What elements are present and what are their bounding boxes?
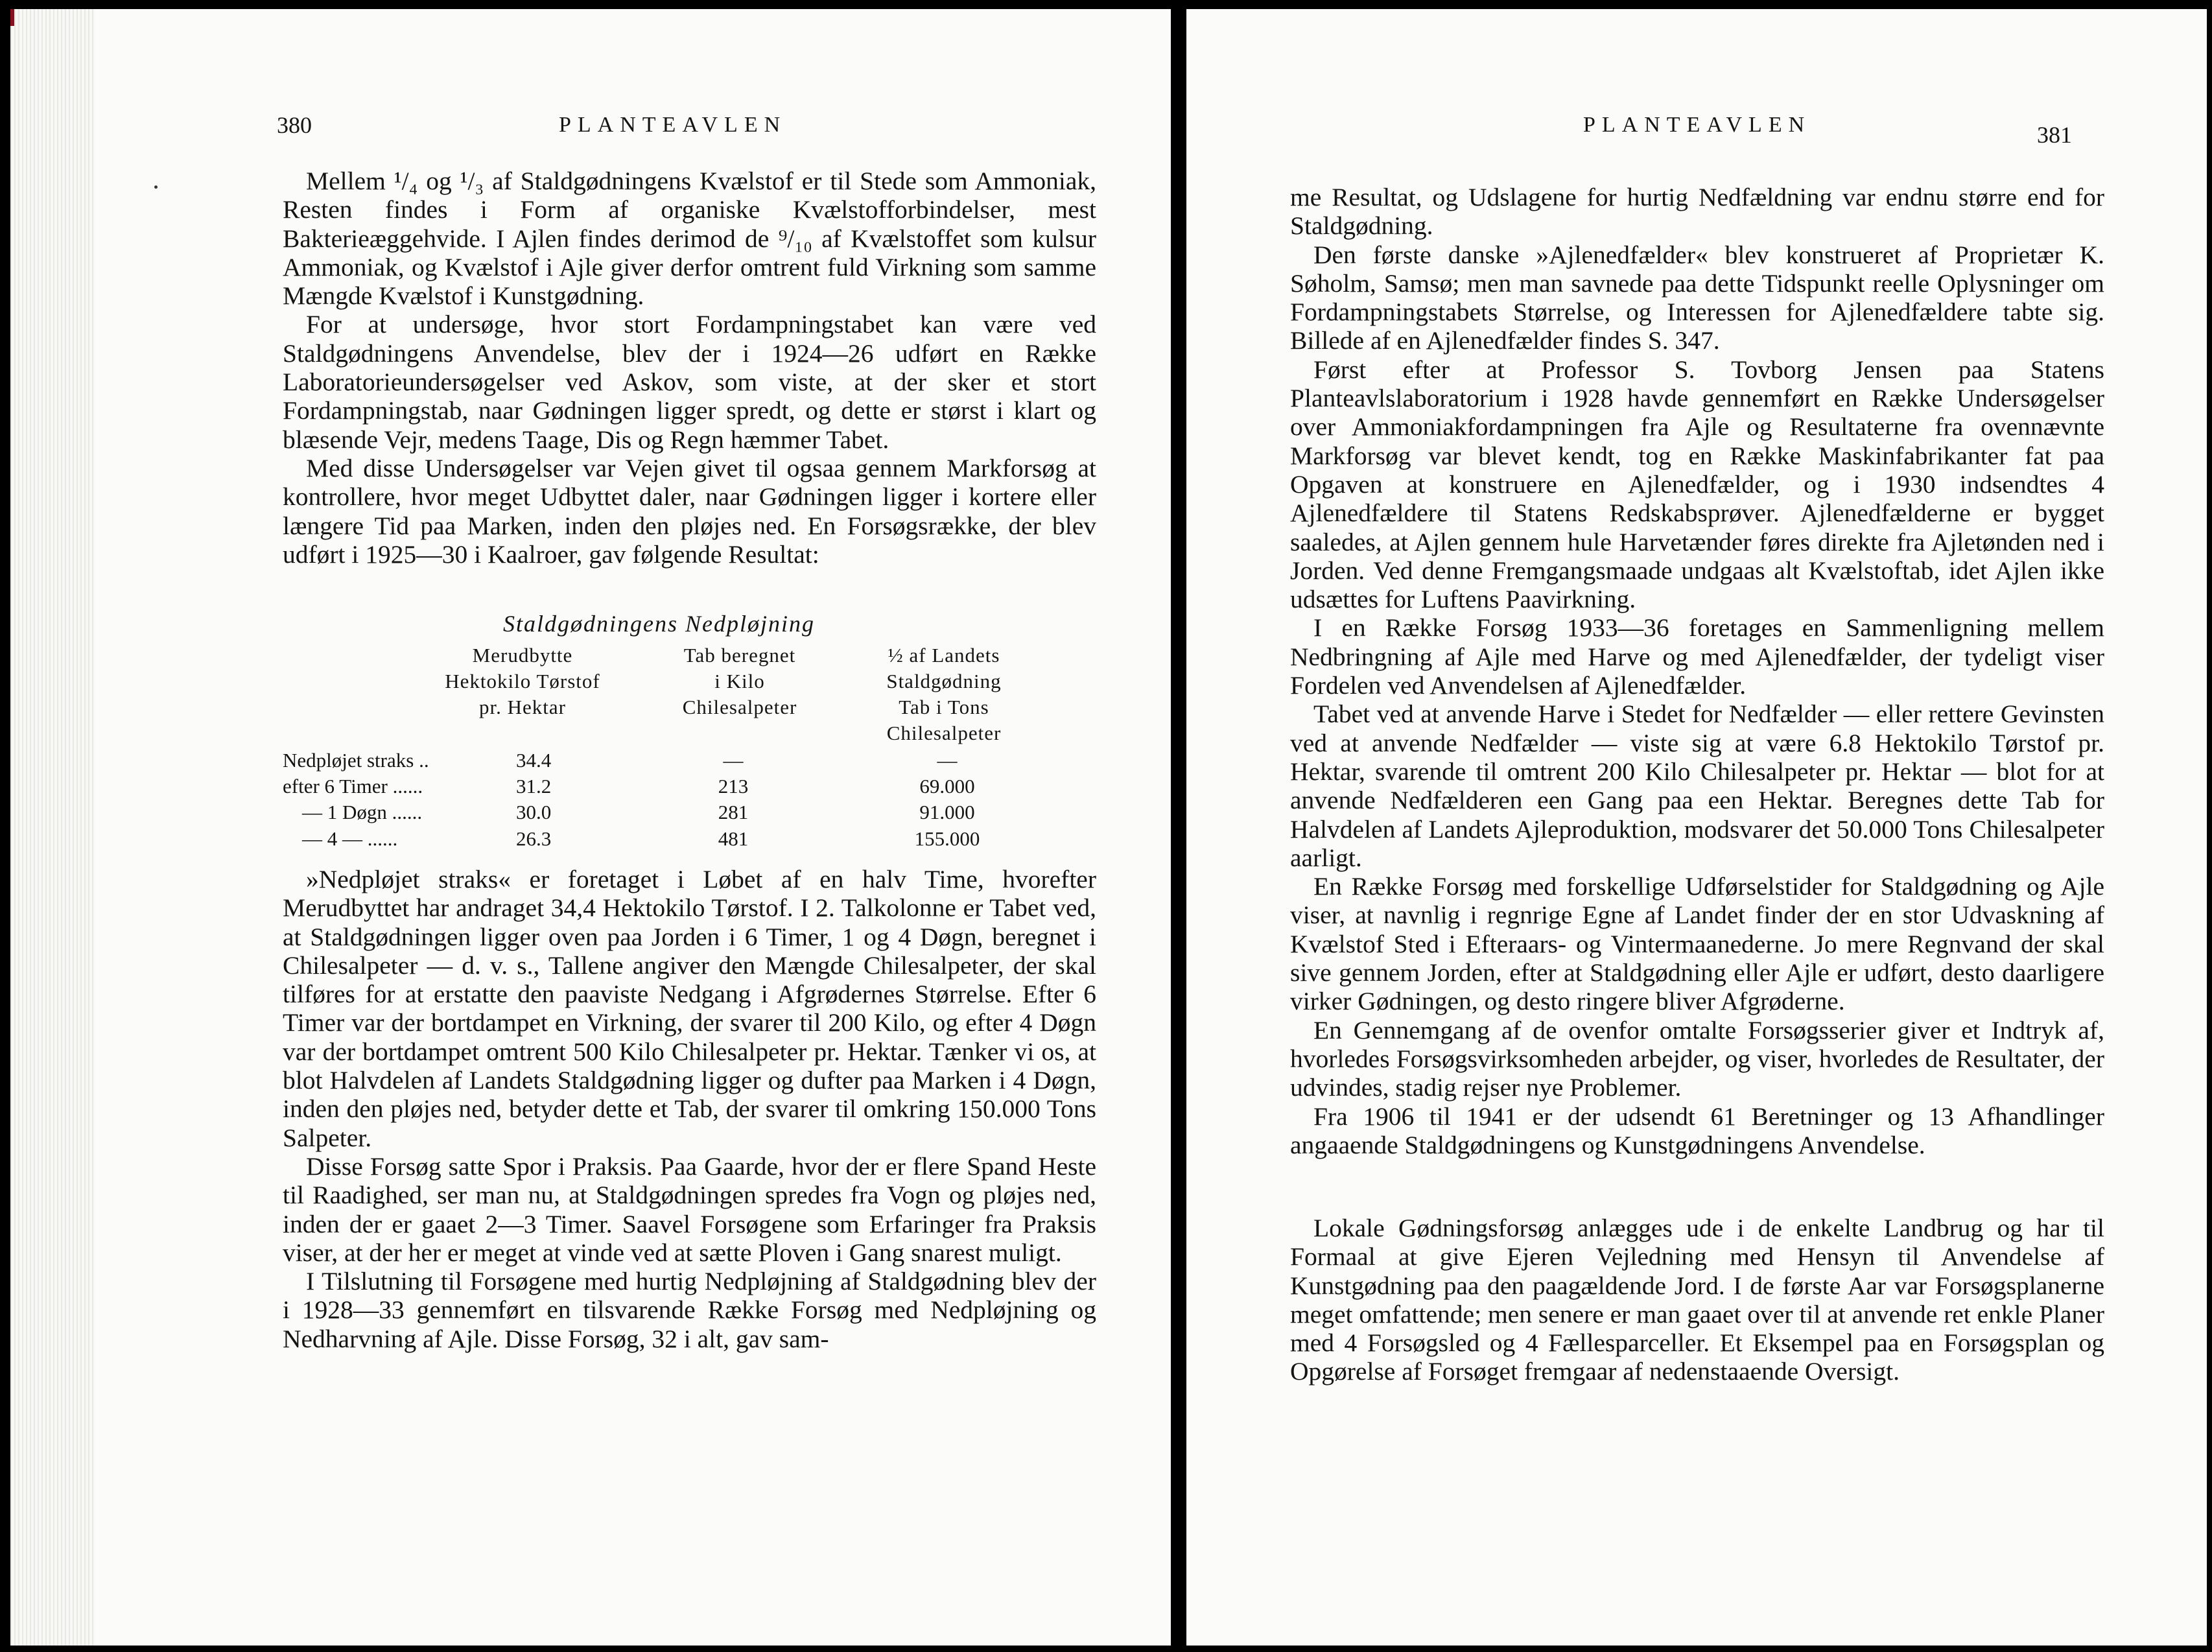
- cell-merudbytte: 31.2: [516, 775, 552, 797]
- paragraph: Disse Forsøg satte Spor i Praksis. Paa Gaarde, hvor der er flere Spand Heste til Raadighed, ser man nu, at Staldgødningen spredes fra Vogn og pløjes ned, inden der er gaaet 2—3 Timer. Saavel Forsøgene som Erfaringer fra Praksis viser, at der her er meget at vinde ved at sætte Ploven i Gang snarest muligt.: [283, 1151, 1096, 1267]
- cell-tab-tons: —: [937, 749, 958, 772]
- table-col-header-merudbytte: Merudbytte Hektokilo Tørstof pr. Hektar: [445, 644, 600, 718]
- paragraph: me Resultat, og Udslagene for hurtig Nedfældning var endnu større end for Staldgødning.: [1290, 183, 2104, 241]
- print-speck: [154, 185, 158, 189]
- body-text-right: [1290, 183, 2104, 1159]
- table-col-header-tab-kilo: Tab beregnet i Kilo Chilesalpeter: [682, 644, 797, 718]
- table-row: [283, 775, 1061, 802]
- cell-tab-tons: 69.000: [919, 775, 975, 797]
- row-label: Nedpløjet straks ..: [283, 749, 429, 772]
- paragraph: Fra 1906 til 1941 er der udsendt 61 Beretninger og 13 Afhandlinger angaaende Staldgødningens og Kunstgødningens Anvendelse.: [1290, 1102, 2104, 1159]
- paragraph: Lokale Gødningsforsøg anlægges ude i de enkelte Landbrug og har til Formaal at give Ejeren Vejledning med Hensyn til Anvendelse af Kunstgødning paa den paagældende Jord. I de første Aar var Forsøgsplanerne meget omfattende; men senere er man gaaet over til at anvende ret enkle Planer med 4 Forsøgsled og 4 Fællesparceller. Et Eksempel paa en Forsøgsplan og Opgørelse af Forsøget fremgaar af nedenstaaende Oversigt.: [1290, 1214, 2104, 1386]
- left-page: [10, 9, 1171, 1646]
- running-header-right: PLANTEAVLEN: [1583, 113, 1811, 137]
- paragraph: Den første danske »Ajlenedfælder« blev konstrueret af Proprietær K. Søholm, Samsø; men man savnede paa dette Tidspunkt reelle Oplysninger om Fordampningstabets Størrelse, og Interessen for Ajlenedfældere tabte sig. Billede af en Ajlenedfælder findes S. 347.: [1290, 240, 2104, 355]
- paragraph: For at undersøge, hvor stort Fordampningstabet kan være ved Staldgødningens Anvendelse, blev der i 1924—26 udført en Række Laboratorieundersøgelser ved Askov, som viste, at der sker et stort Fordampningstab, naar Gødningen ligger spredt, og dette er størst i klart og blæsende Vejr, medens Taage, Dis og Regn hæmmer Tabet.: [283, 310, 1096, 454]
- table-row: [283, 749, 1061, 776]
- paragraph: Tabet ved at anvende Harve i Stedet for Nedfælder — eller rettere Gevinsten ved at anvende Nedfælder — viste sig at være 6.8 Hektokilo Tørstof pr. Hektar, svarende til omtrent 200 Kilo Chilesalpeter pr. Hektar — blot for at anvende Nedfælderen een Gang paa een Hektar. Beregnes dette Tab for Halvdelen af Landets Ajleproduktion, modsvarer det 50.000 Tons Chilesalpeter aarligt.: [1290, 700, 2104, 872]
- cell-merudbytte: 34.4: [516, 749, 552, 772]
- paragraph: I Tilslutning til Forsøgene med hurtig Nedpløjning af Staldgødning blev der i 1928—33 gennemført en tilsvarende Række Forsøg med Nedpløjning og Nedharvning af Ajle. Disse Forsøg, 32 i alt, gav sam-: [283, 1267, 1096, 1353]
- bookmark-mark: [10, 9, 14, 26]
- page-edge-stack: [10, 9, 95, 1646]
- cell-tab-tons: 155.000: [914, 827, 980, 850]
- row-label: — 4 — ......: [302, 827, 398, 850]
- body-text-right-section: [1290, 1214, 2104, 1386]
- cell-tab-kilo: 213: [718, 775, 749, 797]
- cell-tab-kilo: 481: [718, 827, 749, 850]
- paragraph: »Nedpløjet straks« er foretaget i Løbet af en halv Time, hvorefter Merudbyttet har andraget 34,4 Hektokilo Tørstof. I 2. Talkolonne er Tabet ved, at Staldgødningen ligger oven paa Jorden i 6 Timer, 1 og 4 Døgn, beregnet i Chilesalpeter — d. v. s., Tallene angiver den Mængde Chilesalpeter, der skal tilføres for at erstatte den paaviste Nedgang i Afgrødernes Størrelse. Efter 6 Timer var der bortdampet en Virkning, der svarer til 200 Kilo, og efter 4 Døgn var der bortdampet omtrent 500 Kilo Chilesalpeter pr. Hektar. Tænker vi os, at blot Halvdelen af Landets Staldgødning ligger og dufter paa Marken i 4 Døgn, inden den pløjes ned, betyder dette et Tab, der svarer til omkring 150.000 Tons Salpeter.: [283, 865, 1096, 1152]
- row-label: — 1 Døgn ......: [302, 801, 423, 823]
- running-header-left: PLANTEAVLEN: [559, 113, 787, 137]
- paragraph: Først efter at Professor S. Tovborg Jensen paa Statens Planteavlslaboratorium i 1928 havde gennemført en Række Undersøgelser over Ammoniakfordampningen fra Ajle og Resultaterne fra ovennævnte Markforsøg var blevet kendt, tog en Række Maskinfabrikanter fat paa Opgaven at konstruere en Ajlenedfælder, og i 1930 indsendtes 4 Ajlenedfældere til Statens Redskabsprøver. Ajlenedfælderne er bygget saaledes, at Ajlen gennem hule Harvetænder føres direkte fra Ajletønden ned i Jorden. Ved denne Fremgangsmaade undgaas alt Kvælstoftab, idet Ajlen ikke udsættes for Luftens Paavirkning.: [1290, 355, 2104, 614]
- paragraph: Med disse Undersøgelser var Vejen givet til ogsaa gennem Markforsøg at kontrollere, hvor meget Udbyttet daler, naar Gødningen ligger i kortere eller længere Tid paa Marken, inden den pløjes ned. En Forsøgsrække, der blev udført i 1925—30 i Kaalroer, gav følgende Resultat:: [283, 453, 1096, 569]
- page-number-left: 380: [277, 112, 312, 138]
- cell-tab-tons: 91.000: [919, 801, 975, 823]
- body-text-top: [283, 167, 1096, 569]
- cell-tab-kilo: 281: [718, 801, 749, 823]
- paragraph: I en Række Forsøg 1933—36 foretages en Sammenligning mellem Nedbringning af Ajle med Harve og med Ajlenedfælder, der tydeligt viser Fordelen ved Anvendelsen af Ajlenedfælder.: [1290, 613, 2104, 700]
- cell-merudbytte: 26.3: [516, 827, 552, 850]
- paragraph: Mellem ¹/₄ og ¹/₃ af Staldgødningens Kvælstof er til Stede som Ammoniak, Resten findes i Form af organiske Kvælstofforbindelser, mest Bakterieæggehvide. I Ajlen findes derimod de ⁹/₁₀ af Kvælstoffet som kulsur Ammoniak, og Kvælstof i Ajle giver derfor omtrent fuld Virkning som samme Mængde Kvælstof i Kunstgødning.: [283, 167, 1096, 311]
- table-title: Staldgødningens Nedpløjning: [503, 611, 815, 637]
- paragraph: En Gennemgang af de ovenfor omtalte Forsøgsserier giver et Indtryk af, hvorledes Forsøgsvirksomheden arbejder, og viser, hvorledes de Resultater, der udvindes, stadig rejser nye Problemer.: [1290, 1015, 2104, 1102]
- table-row: [283, 827, 1061, 855]
- body-text-bottom: [283, 865, 1096, 1353]
- page-number-right: 381: [2037, 122, 2072, 148]
- cell-tab-kilo: —: [723, 749, 744, 772]
- table-col-header-tab-tons: ½ af Landets Staldgødning Tab i Tons Chilesalpeter: [886, 644, 1002, 744]
- table-row: [283, 801, 1061, 828]
- row-label: efter 6 Timer ......: [283, 775, 423, 797]
- right-page: [1186, 9, 2207, 1646]
- cell-merudbytte: 30.0: [516, 801, 552, 823]
- paragraph: En Række Forsøg med forskellige Udførselstider for Staldgødning og Ajle viser, at navnlig i regnrige Egne af Landet finder der en stor Udvaskning af Kvælstof Sted i Efteraars- og Vintermaanederne. Jo mere Regnvand der skal sive gennem Jorden, efter at Staldgødning eller Ajle er udført, desto daarligere virker Gødningen, og desto ringere bliver Afgrøderne.: [1290, 872, 2104, 1016]
